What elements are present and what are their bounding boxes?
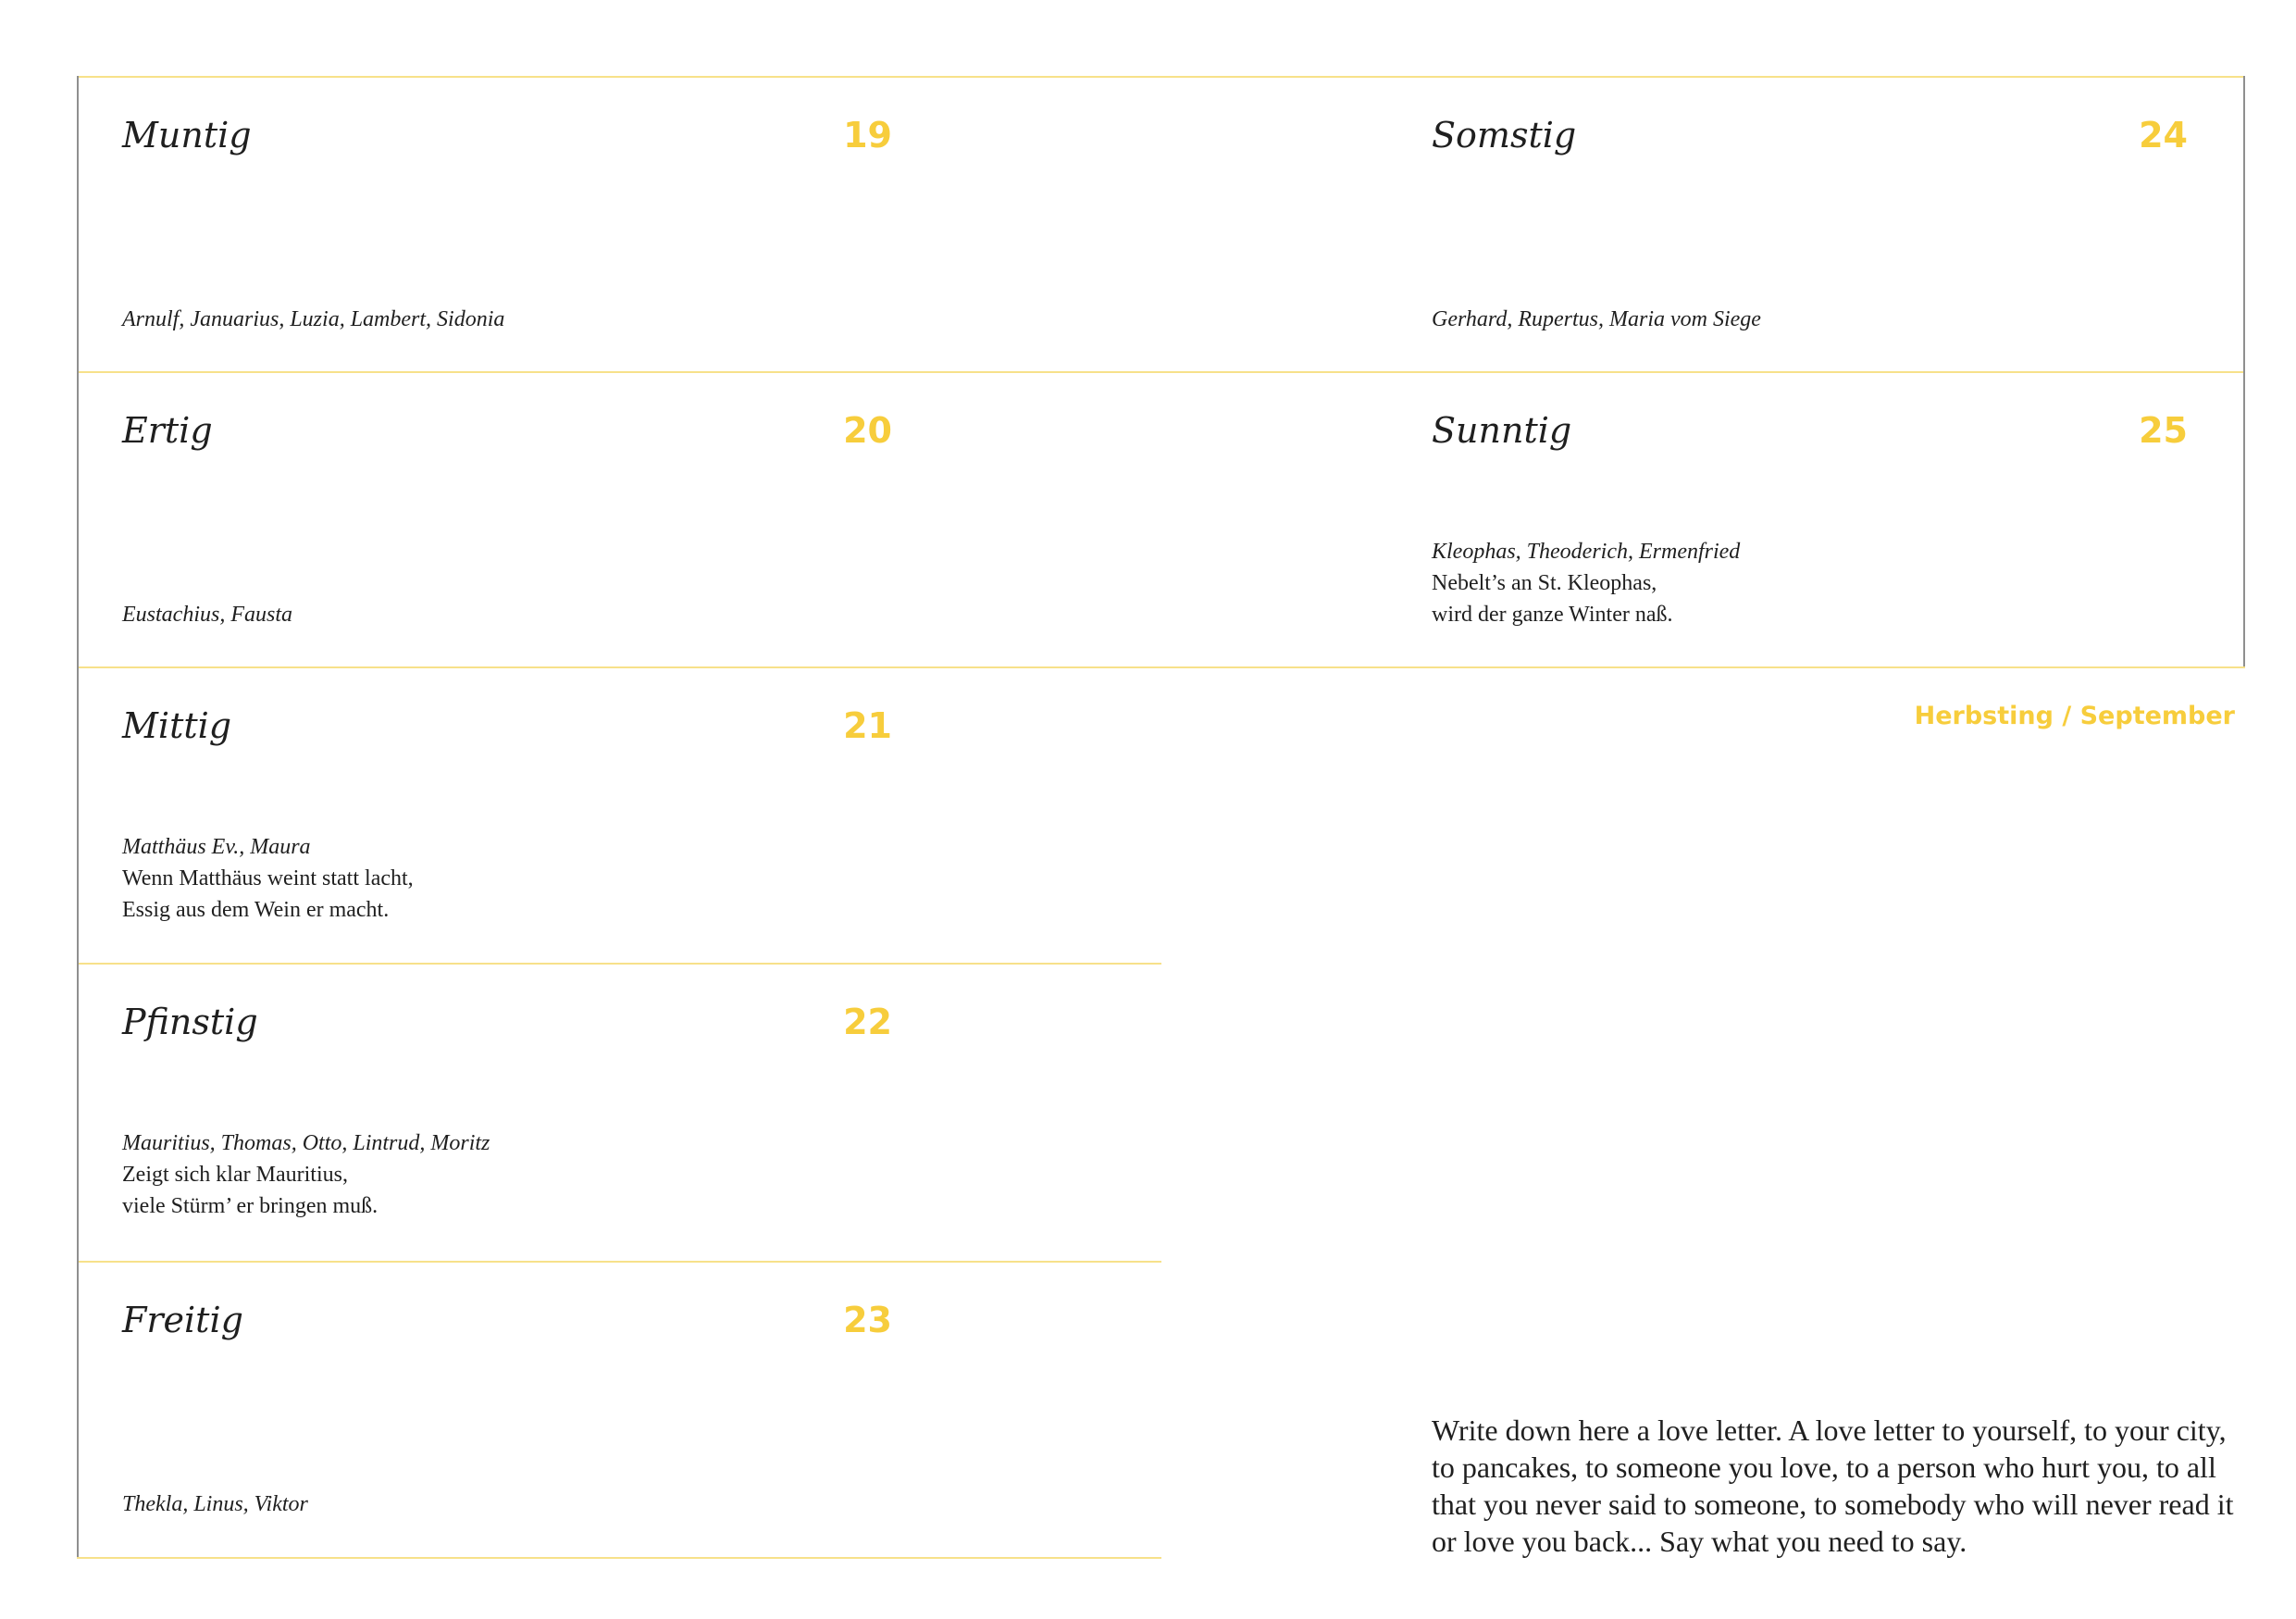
saints-names: Arnulf, Januarius, Luzia, Lambert, Sidonia	[122, 307, 505, 331]
day-notes	[122, 304, 504, 335]
day-cell-sunntig	[1387, 373, 2188, 667]
day-number: 20	[843, 410, 892, 451]
day-name: Ertig	[122, 410, 213, 451]
day-cell-somstig	[1387, 78, 2188, 372]
saints-names: Mauritius, Thomas, Otto, Lintrud, Moritz	[122, 1131, 490, 1155]
day-name: Somstig	[1432, 115, 1577, 156]
weather-saying-line: Zeigt sich klar Mauritius,	[122, 1163, 348, 1187]
day-number: 22	[843, 1002, 892, 1042]
weather-saying-line: wird der ganze Winter naß.	[1432, 603, 1673, 627]
day-name: Muntig	[122, 115, 252, 156]
day-cell-freitig	[78, 1263, 892, 1557]
grid-rule	[77, 1557, 1161, 1559]
right-border	[2243, 76, 2245, 666]
day-name: Freitig	[122, 1300, 243, 1340]
day-cell-pfinstig	[78, 965, 892, 1259]
saints-names: Eustachius, Fausta	[122, 603, 292, 627]
saints-names: Kleophas, Theoderich, Ermenfried	[1432, 540, 1741, 564]
day-notes	[1432, 304, 1761, 335]
weather-saying-line: Wenn Matthäus weint statt lacht,	[122, 866, 414, 890]
saints-names: Matthäus Ev., Maura	[122, 835, 311, 859]
day-notes	[122, 1488, 308, 1520]
day-name: Sunntig	[1432, 410, 1572, 451]
day-number: 24	[2139, 115, 2188, 156]
day-name: Mittig	[122, 705, 232, 746]
day-notes	[122, 831, 414, 926]
day-notes	[1432, 536, 1740, 630]
day-notes	[122, 1127, 490, 1222]
weather-saying-line: Essig aus dem Wein er macht.	[122, 898, 390, 922]
saints-names: Gerhard, Rupertus, Maria vom Siege	[1432, 307, 1761, 331]
day-number: 21	[843, 705, 892, 746]
day-notes	[122, 599, 292, 630]
day-number: 19	[843, 115, 892, 156]
love-letter-prompt: Write down here a love letter. A love letter to yourself, to your city, to pancakes, to someone you love, to a person who hurt you, to all that you never said to someone, to somebody who will never read it or love you back... Say what you need to say.	[1432, 1414, 2234, 1558]
month-label: Herbsting / September	[1914, 702, 2235, 730]
day-cell-mittig	[78, 668, 892, 963]
weather-saying-line: Nebelt’s an St. Kleophas,	[1432, 571, 1657, 595]
day-number: 23	[843, 1300, 892, 1340]
day-cell-muntig	[78, 78, 892, 372]
weather-saying-line: viele Stürm’ er bringen muß.	[122, 1194, 379, 1218]
saints-names: Thekla, Linus, Viktor	[122, 1492, 308, 1516]
day-cell-ertig	[78, 373, 892, 667]
day-number: 25	[2139, 410, 2188, 451]
day-name: Pfinstig	[122, 1002, 258, 1042]
